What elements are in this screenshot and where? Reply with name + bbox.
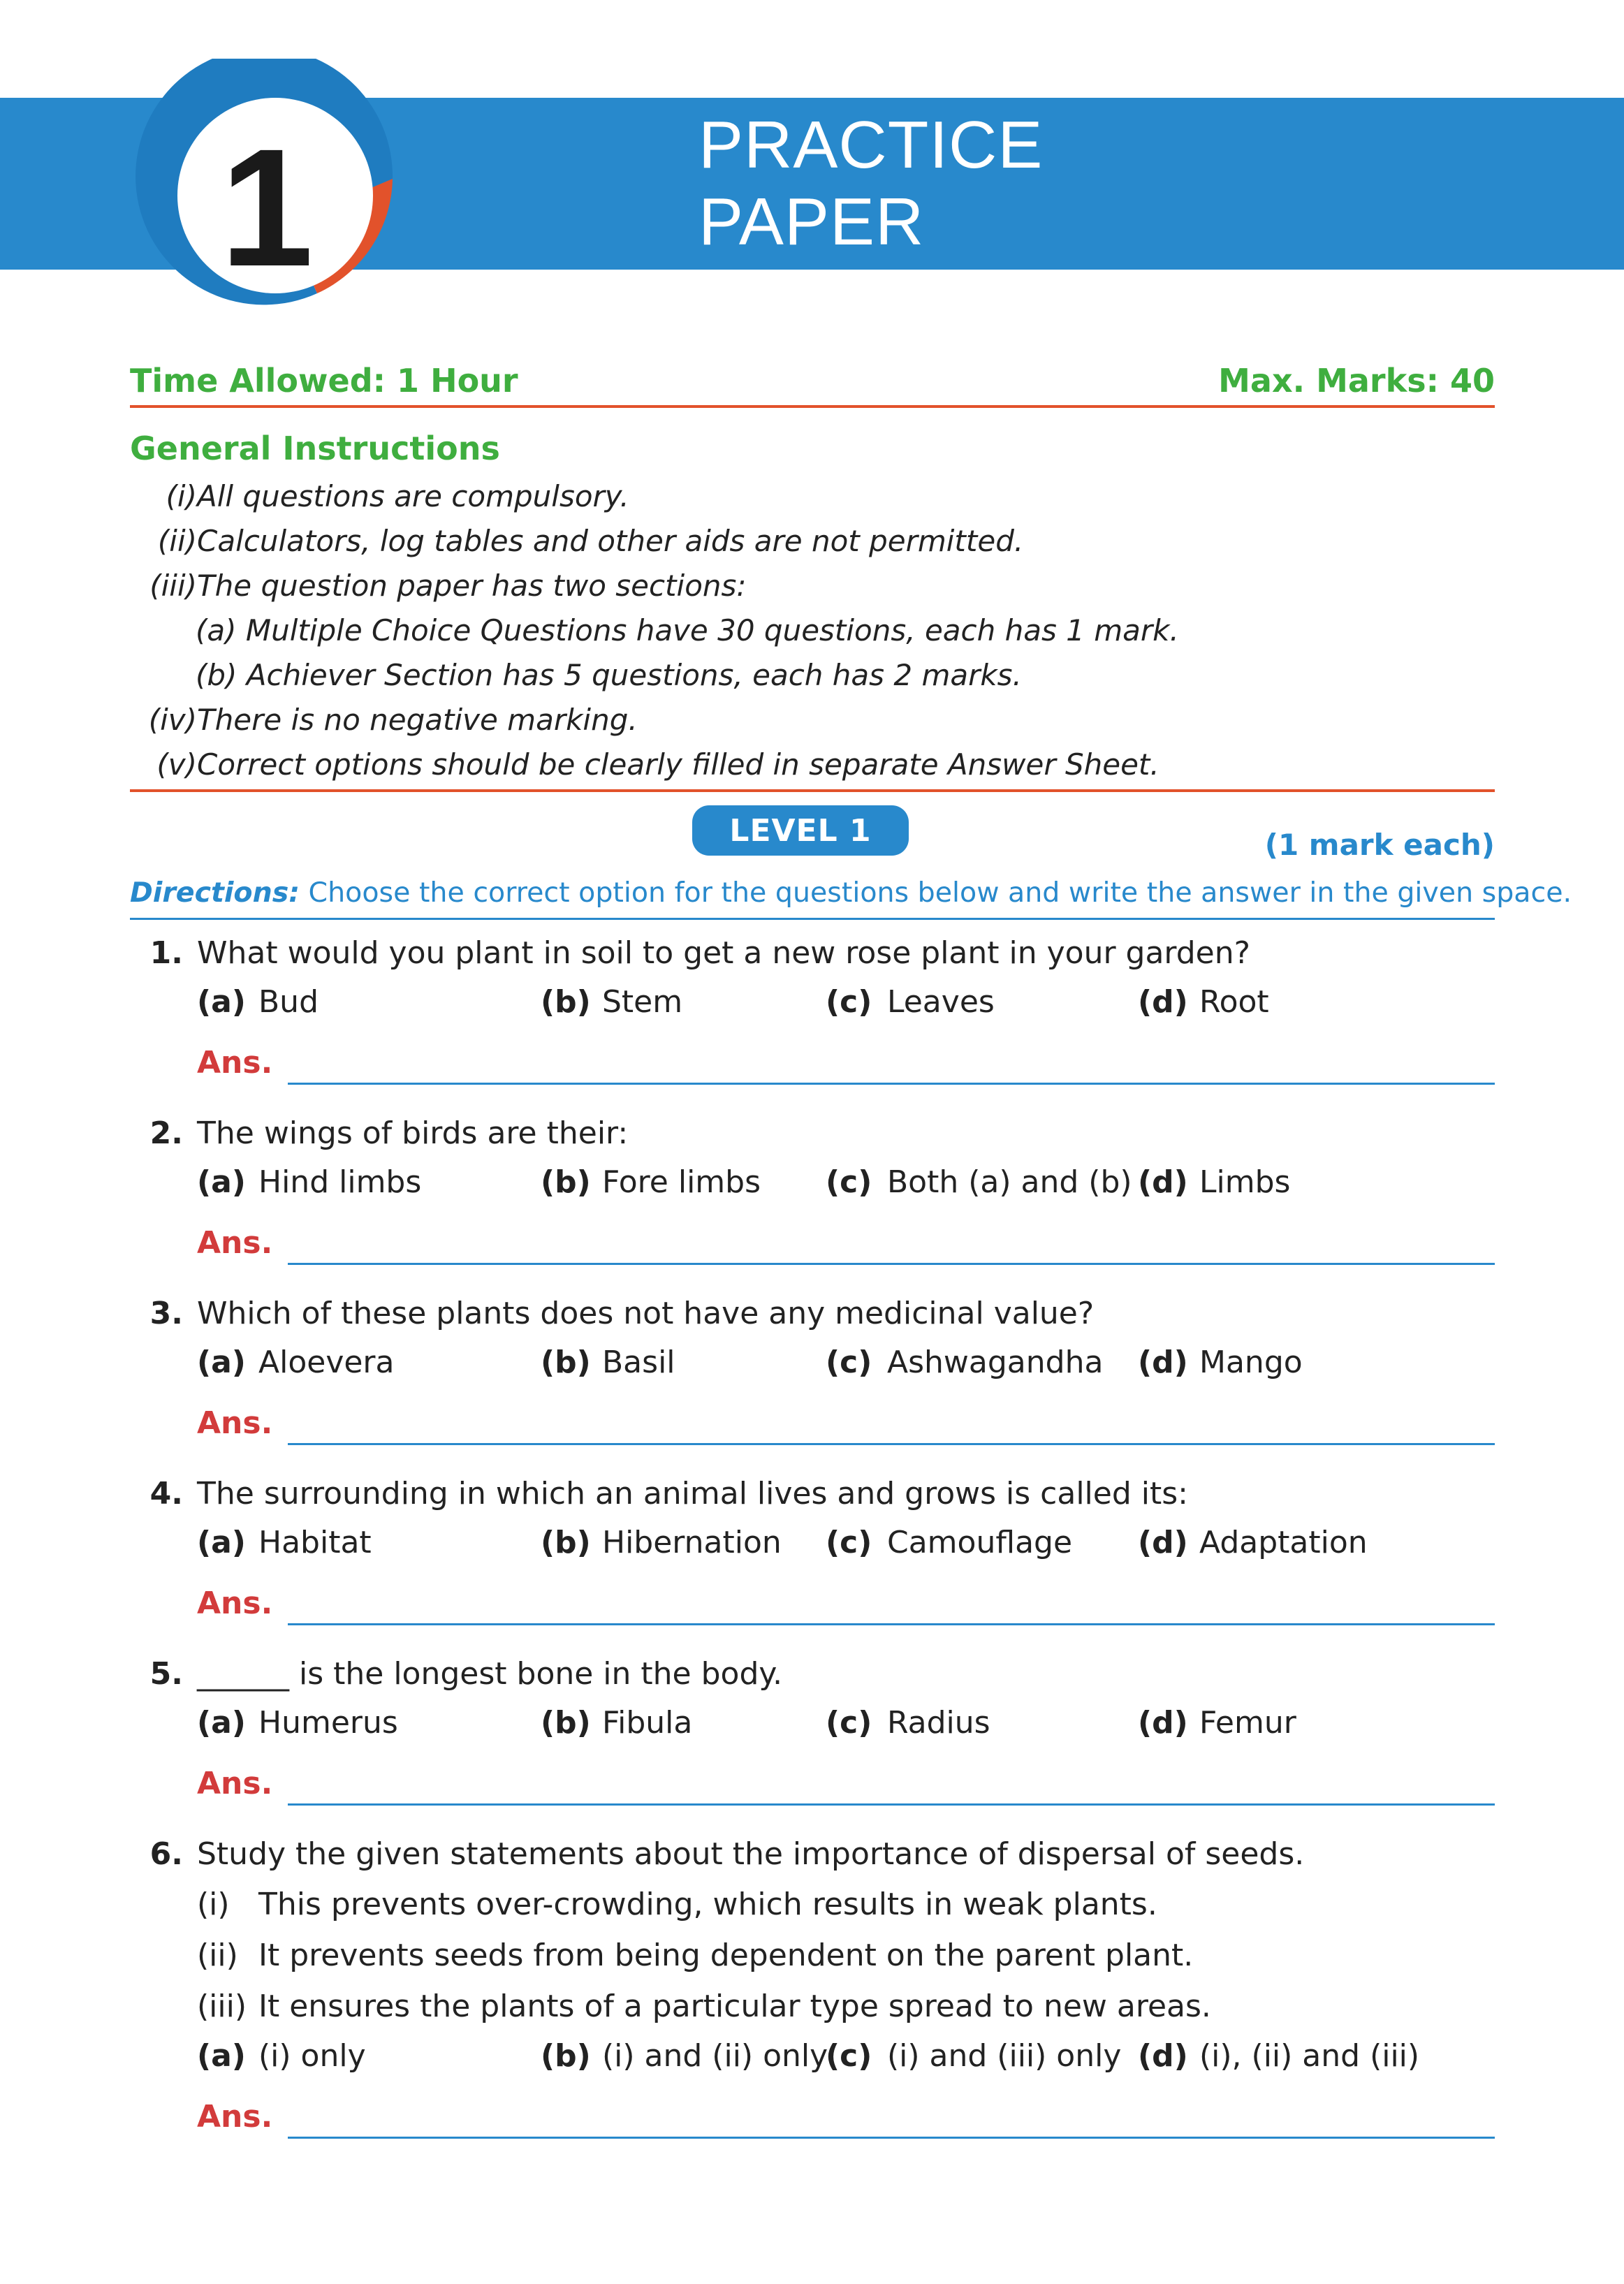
instruction-text: All questions are compulsory. xyxy=(197,479,629,513)
instruction-text: The question paper has two sections: xyxy=(197,569,747,603)
question-text: The wings of birds are their: xyxy=(197,1115,629,1151)
instruction-item xyxy=(130,743,1495,786)
answer-label: Ans. xyxy=(197,1045,273,1081)
divider xyxy=(130,918,1495,920)
option-c xyxy=(826,978,995,1027)
options-row xyxy=(130,1158,1495,1207)
option-a xyxy=(197,1338,394,1387)
question-stem xyxy=(130,929,1495,978)
option-text: Radius xyxy=(887,1705,990,1741)
option-text: Stem xyxy=(602,984,683,1020)
instruction-number: (iii) xyxy=(149,569,197,603)
option-label: (b) xyxy=(541,1164,591,1200)
option-c xyxy=(826,2032,1121,2081)
statement-label: (iii) xyxy=(197,1989,247,2024)
option-label: (a) xyxy=(197,1164,246,1200)
statement-text: This prevents over-crowding, which results in weak plants. xyxy=(258,1887,1157,1922)
option-b xyxy=(541,978,682,1027)
option-label: (c) xyxy=(826,1164,872,1200)
question-block xyxy=(130,1109,1495,1277)
answer-row xyxy=(130,1221,1495,1277)
option-a xyxy=(197,978,319,1027)
option-text: Limbs xyxy=(1199,1164,1291,1200)
question-number: 5. xyxy=(149,1656,183,1692)
question-stem xyxy=(130,1830,1495,1879)
option-label: (d) xyxy=(1138,1164,1188,1200)
answer-label: Ans. xyxy=(197,1586,273,1621)
option-text: Camouflage xyxy=(887,1525,1073,1560)
instruction-item xyxy=(130,520,1495,563)
question-number: 2. xyxy=(149,1115,183,1151)
question-number: 3. xyxy=(149,1296,183,1331)
option-b xyxy=(541,1158,761,1207)
option-text: (i), (ii) and (iii) xyxy=(1199,2038,1420,2074)
instruction-number: (iv) xyxy=(148,703,197,737)
option-label: (c) xyxy=(826,2038,872,2074)
level-badge: LEVEL 1 xyxy=(692,805,909,856)
instruction-item xyxy=(130,475,1495,518)
question-number: 4. xyxy=(149,1476,183,1511)
answer-row xyxy=(130,2095,1495,2151)
instruction-item xyxy=(130,698,1495,742)
option-c xyxy=(826,1518,1072,1567)
instruction-item xyxy=(130,609,1495,652)
question-text: The surrounding in which an animal lives and grows is called its: xyxy=(197,1476,1188,1511)
exam-meta-row xyxy=(130,360,1495,402)
option-label: (c) xyxy=(826,984,872,1020)
option-text: Basil xyxy=(602,1345,675,1380)
answer-input[interactable] xyxy=(288,1803,1495,1806)
statement-label: (i) xyxy=(197,1887,230,1922)
answer-input[interactable] xyxy=(288,1443,1495,1445)
option-text: Adaptation xyxy=(1199,1525,1368,1560)
answer-input[interactable] xyxy=(288,1083,1495,1085)
option-label: (a) xyxy=(197,984,246,1020)
question-block xyxy=(130,1650,1495,1817)
answer-row xyxy=(130,1401,1495,1457)
question-stem xyxy=(130,1650,1495,1699)
option-label: (d) xyxy=(1138,2038,1188,2074)
option-text: Fibula xyxy=(602,1705,693,1741)
option-d xyxy=(1138,1158,1290,1207)
statement-label: (ii) xyxy=(197,1938,238,1973)
instruction-text: Correct options should be clearly filled in separate Answer Sheet. xyxy=(197,747,1160,782)
option-text: (i) only xyxy=(258,2038,366,2074)
option-text: Bud xyxy=(258,984,319,1020)
question-block xyxy=(130,929,1495,1097)
statement-text: It prevents seeds from being dependent on the parent plant. xyxy=(258,1938,1194,1973)
paper-number: 1 xyxy=(220,114,314,301)
question-number: 1. xyxy=(149,935,183,971)
option-label: (d) xyxy=(1138,984,1188,1020)
statement xyxy=(197,1879,1157,1930)
option-label: (c) xyxy=(826,1525,872,1560)
answer-row xyxy=(130,1041,1495,1097)
statement-item xyxy=(130,1879,1495,1930)
statement xyxy=(197,1930,1193,1981)
option-label: (b) xyxy=(541,2038,591,2074)
option-label: (a) xyxy=(197,2038,246,2074)
directions-text: Choose the correct option for the questions below and write the answer in the given space. xyxy=(300,877,1572,909)
instruction-text: (b) Achiever Section has 5 questions, each has 2 marks. xyxy=(196,658,1022,692)
instruction-item xyxy=(130,564,1495,608)
divider xyxy=(130,405,1495,408)
option-text: Humerus xyxy=(258,1705,398,1741)
answer-row xyxy=(130,1581,1495,1637)
answer-label: Ans. xyxy=(197,2099,273,2135)
option-c xyxy=(826,1158,1132,1207)
option-b xyxy=(541,1699,692,1748)
option-text: Ashwagandha xyxy=(887,1345,1104,1380)
option-a xyxy=(197,1158,421,1207)
option-label: (d) xyxy=(1138,1345,1188,1380)
divider xyxy=(130,789,1495,792)
answer-label: Ans. xyxy=(197,1405,273,1441)
option-d xyxy=(1138,1338,1303,1387)
directions-label: Directions: xyxy=(130,877,300,909)
option-text: Hibernation xyxy=(602,1525,782,1560)
paper-number-badge xyxy=(130,59,395,331)
question-block xyxy=(130,1289,1495,1457)
options-row xyxy=(130,1699,1495,1748)
question-text: What would you plant in soil to get a new rose plant in your garden? xyxy=(197,935,1250,971)
option-label: (a) xyxy=(197,1705,246,1741)
answer-input[interactable] xyxy=(288,1263,1495,1265)
option-text: Femur xyxy=(1199,1705,1296,1741)
option-label: (d) xyxy=(1138,1525,1188,1560)
instruction-text: There is no negative marking. xyxy=(197,703,638,737)
directions xyxy=(130,871,1572,914)
options-row xyxy=(130,2032,1495,2081)
answer-input[interactable] xyxy=(288,2137,1495,2139)
statement xyxy=(197,1981,1211,2032)
option-label: (c) xyxy=(826,1345,872,1380)
question-stem xyxy=(130,1470,1495,1518)
option-text: (i) and (ii) only xyxy=(602,2038,828,2074)
option-a xyxy=(197,2032,366,2081)
question-block xyxy=(130,1830,1495,2151)
paper-title: PRACTICE PAPER xyxy=(698,108,1044,259)
option-b xyxy=(541,1518,782,1567)
answer-input[interactable] xyxy=(288,1623,1495,1625)
instruction-number: (i) xyxy=(166,479,197,513)
option-c xyxy=(826,1338,1103,1387)
option-text: (i) and (iii) only xyxy=(887,2038,1122,2074)
question-text: Study the given statements about the importance of dispersal of seeds. xyxy=(197,1836,1305,1872)
option-d xyxy=(1138,1518,1368,1567)
instruction-number: (ii) xyxy=(157,524,197,558)
instruction-text: Calculators, log tables and other aids are not permitted. xyxy=(197,524,1024,558)
option-b xyxy=(541,1338,675,1387)
statement-item xyxy=(130,1930,1495,1981)
option-text: Aloevera xyxy=(258,1345,395,1380)
option-b xyxy=(541,2032,828,2081)
question-text: ______ is the longest bone in the body. xyxy=(197,1656,783,1692)
marks-each: (1 mark each) xyxy=(1264,828,1495,862)
option-label: (b) xyxy=(541,1345,591,1380)
question-stem xyxy=(130,1109,1495,1158)
option-label: (a) xyxy=(197,1345,246,1380)
option-label: (d) xyxy=(1138,1705,1188,1741)
time-allowed: Time Allowed: 1 Hour xyxy=(130,362,518,400)
instruction-text: (a) Multiple Choice Questions have 30 questions, each has 1 mark. xyxy=(196,613,1179,647)
question-number: 6. xyxy=(149,1836,183,1872)
option-a xyxy=(197,1699,398,1748)
question-block xyxy=(130,1470,1495,1637)
option-text: Both (a) and (b) xyxy=(887,1164,1132,1200)
instructions-heading: General Instructions xyxy=(130,430,500,467)
option-text: Mango xyxy=(1199,1345,1303,1380)
options-row xyxy=(130,1518,1495,1567)
options-row xyxy=(130,978,1495,1027)
option-text: Root xyxy=(1199,984,1269,1020)
answer-label: Ans. xyxy=(197,1766,273,1801)
option-d xyxy=(1138,1699,1296,1748)
option-a xyxy=(197,1518,372,1567)
answer-label: Ans. xyxy=(197,1225,273,1261)
instruction-number: (v) xyxy=(156,747,197,782)
question-stem xyxy=(130,1289,1495,1338)
question-text: Which of these plants does not have any medicinal value? xyxy=(197,1296,1095,1331)
option-d xyxy=(1138,978,1269,1027)
option-text: Hind limbs xyxy=(258,1164,422,1200)
answer-row xyxy=(130,1762,1495,1817)
option-text: Fore limbs xyxy=(602,1164,761,1200)
option-text: Habitat xyxy=(258,1525,372,1560)
statement-text: It ensures the plants of a particular type spread to new areas. xyxy=(258,1989,1211,2024)
option-label: (c) xyxy=(826,1705,872,1741)
option-text: Leaves xyxy=(887,984,995,1020)
max-marks: Max. Marks: 40 xyxy=(1218,362,1495,400)
statement-item xyxy=(130,1981,1495,2032)
option-d xyxy=(1138,2032,1419,2081)
option-c xyxy=(826,1699,990,1748)
option-label: (b) xyxy=(541,984,591,1020)
instruction-item xyxy=(130,654,1495,697)
option-label: (b) xyxy=(541,1525,591,1560)
options-row xyxy=(130,1338,1495,1387)
option-label: (b) xyxy=(541,1705,591,1741)
option-label: (a) xyxy=(197,1525,246,1560)
